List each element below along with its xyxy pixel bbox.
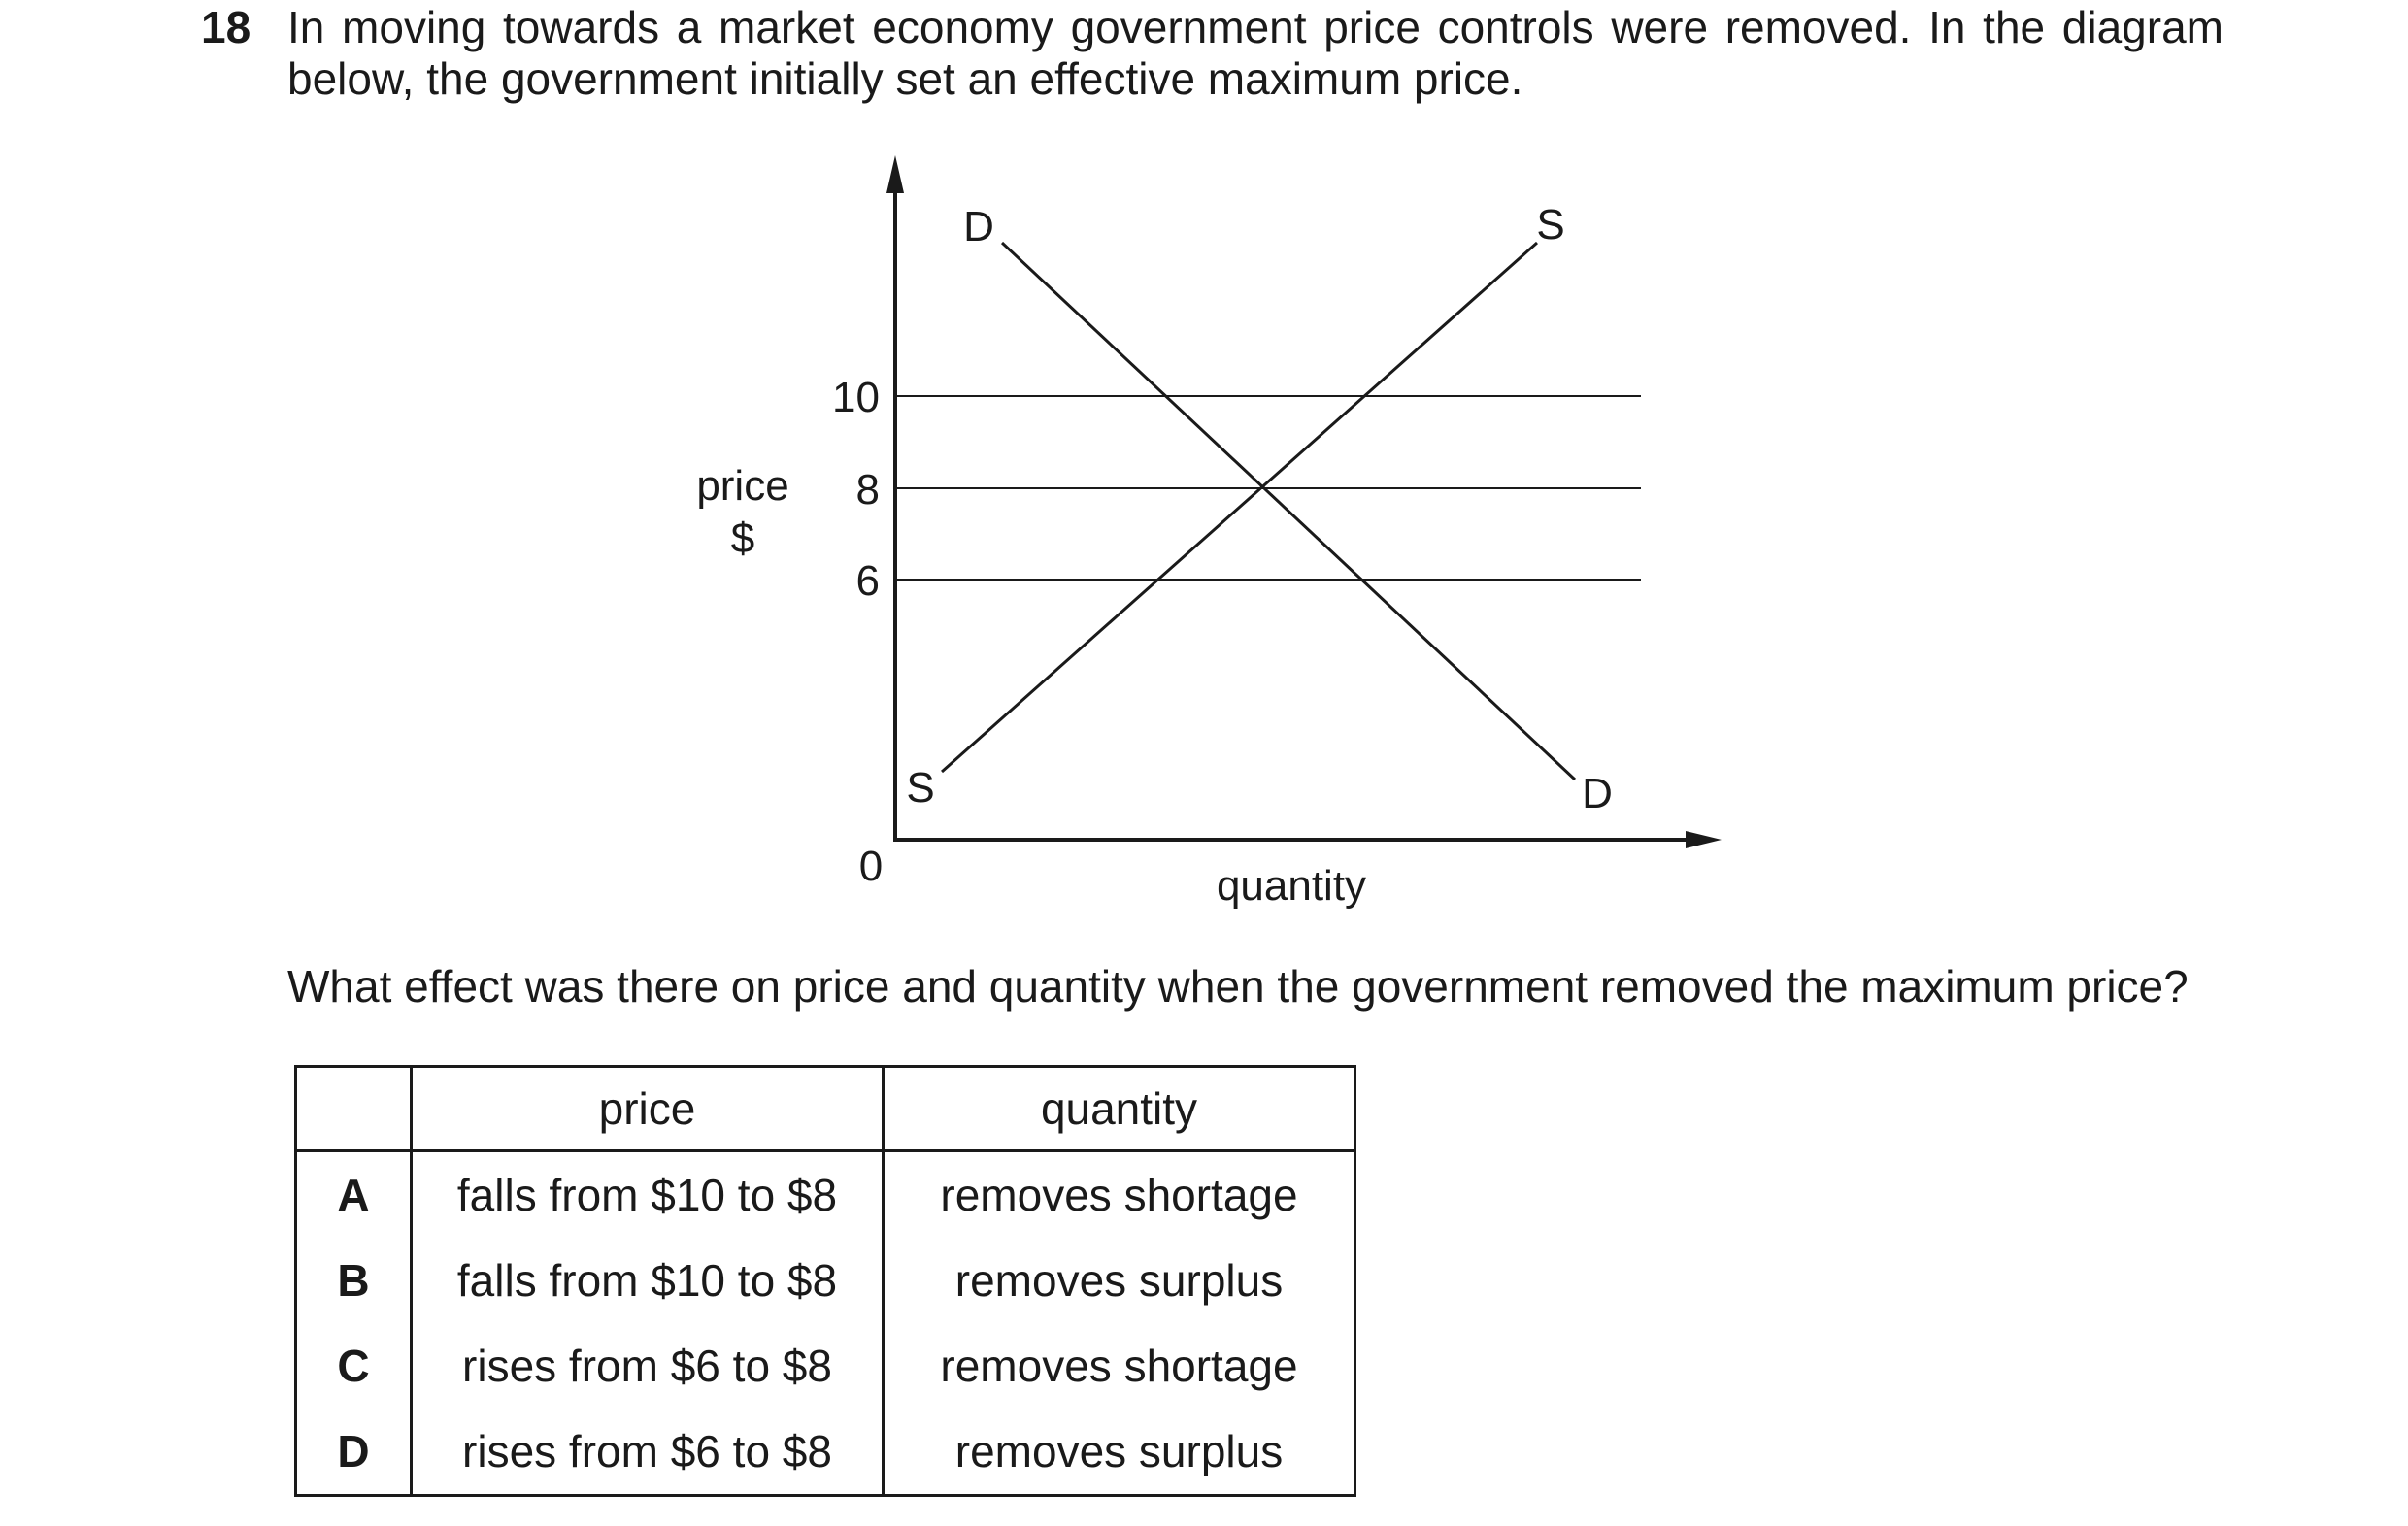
demand-label-bottom: D — [1582, 770, 1613, 817]
tick-label-10: 10 — [832, 374, 880, 421]
option-quantity: removes surplus — [884, 1238, 1355, 1323]
option-price: rises from $6 to $8 — [412, 1323, 884, 1409]
supply-label-bottom: S — [906, 764, 935, 812]
y-axis-arrowhead — [886, 155, 904, 193]
y-axis-label: price — [696, 462, 789, 510]
option-price: falls from $10 to $8 — [412, 1238, 884, 1323]
supply-label-top: S — [1536, 201, 1565, 249]
option-row-c[interactable] — [296, 1323, 1355, 1409]
demand-label-top: D — [963, 203, 994, 250]
option-row-d[interactable] — [296, 1409, 1355, 1496]
origin-label: 0 — [858, 843, 884, 890]
question-stem: In moving towards a market economy government price controls were removed. In the diagram below, the government initially set an effective maximum price. — [287, 2, 2224, 104]
option-quantity: removes surplus — [884, 1409, 1355, 1496]
option-row-a[interactable] — [296, 1151, 1355, 1239]
answer-table — [294, 1065, 1356, 1497]
tick-label-6: 6 — [855, 557, 880, 605]
header-price: price — [412, 1067, 884, 1151]
option-price: falls from $10 to $8 — [412, 1151, 884, 1239]
header-quantity: quantity — [884, 1067, 1355, 1151]
tick-label-8: 8 — [855, 466, 880, 514]
option-letter: D — [296, 1409, 412, 1496]
y-axis-unit: $ — [730, 514, 755, 562]
option-quantity: removes shortage — [884, 1323, 1355, 1409]
option-letter: A — [296, 1151, 412, 1239]
header-letter — [296, 1067, 412, 1151]
option-letter: C — [296, 1323, 412, 1409]
option-quantity: removes shortage — [884, 1151, 1355, 1239]
option-row-b[interactable] — [296, 1238, 1355, 1323]
question-prompt: What effect was there on price and quantity when the government removed the maximum price? — [287, 961, 2189, 1012]
x-axis-arrowhead — [1686, 831, 1722, 848]
question-number: 18 — [201, 2, 251, 52]
option-price: rises from $6 to $8 — [412, 1409, 884, 1496]
demand-curve — [1002, 243, 1575, 780]
table-header-row — [296, 1067, 1355, 1151]
supply-curve — [942, 243, 1537, 772]
x-axis-label: quantity — [1216, 862, 1367, 910]
option-letter: B — [296, 1238, 412, 1323]
